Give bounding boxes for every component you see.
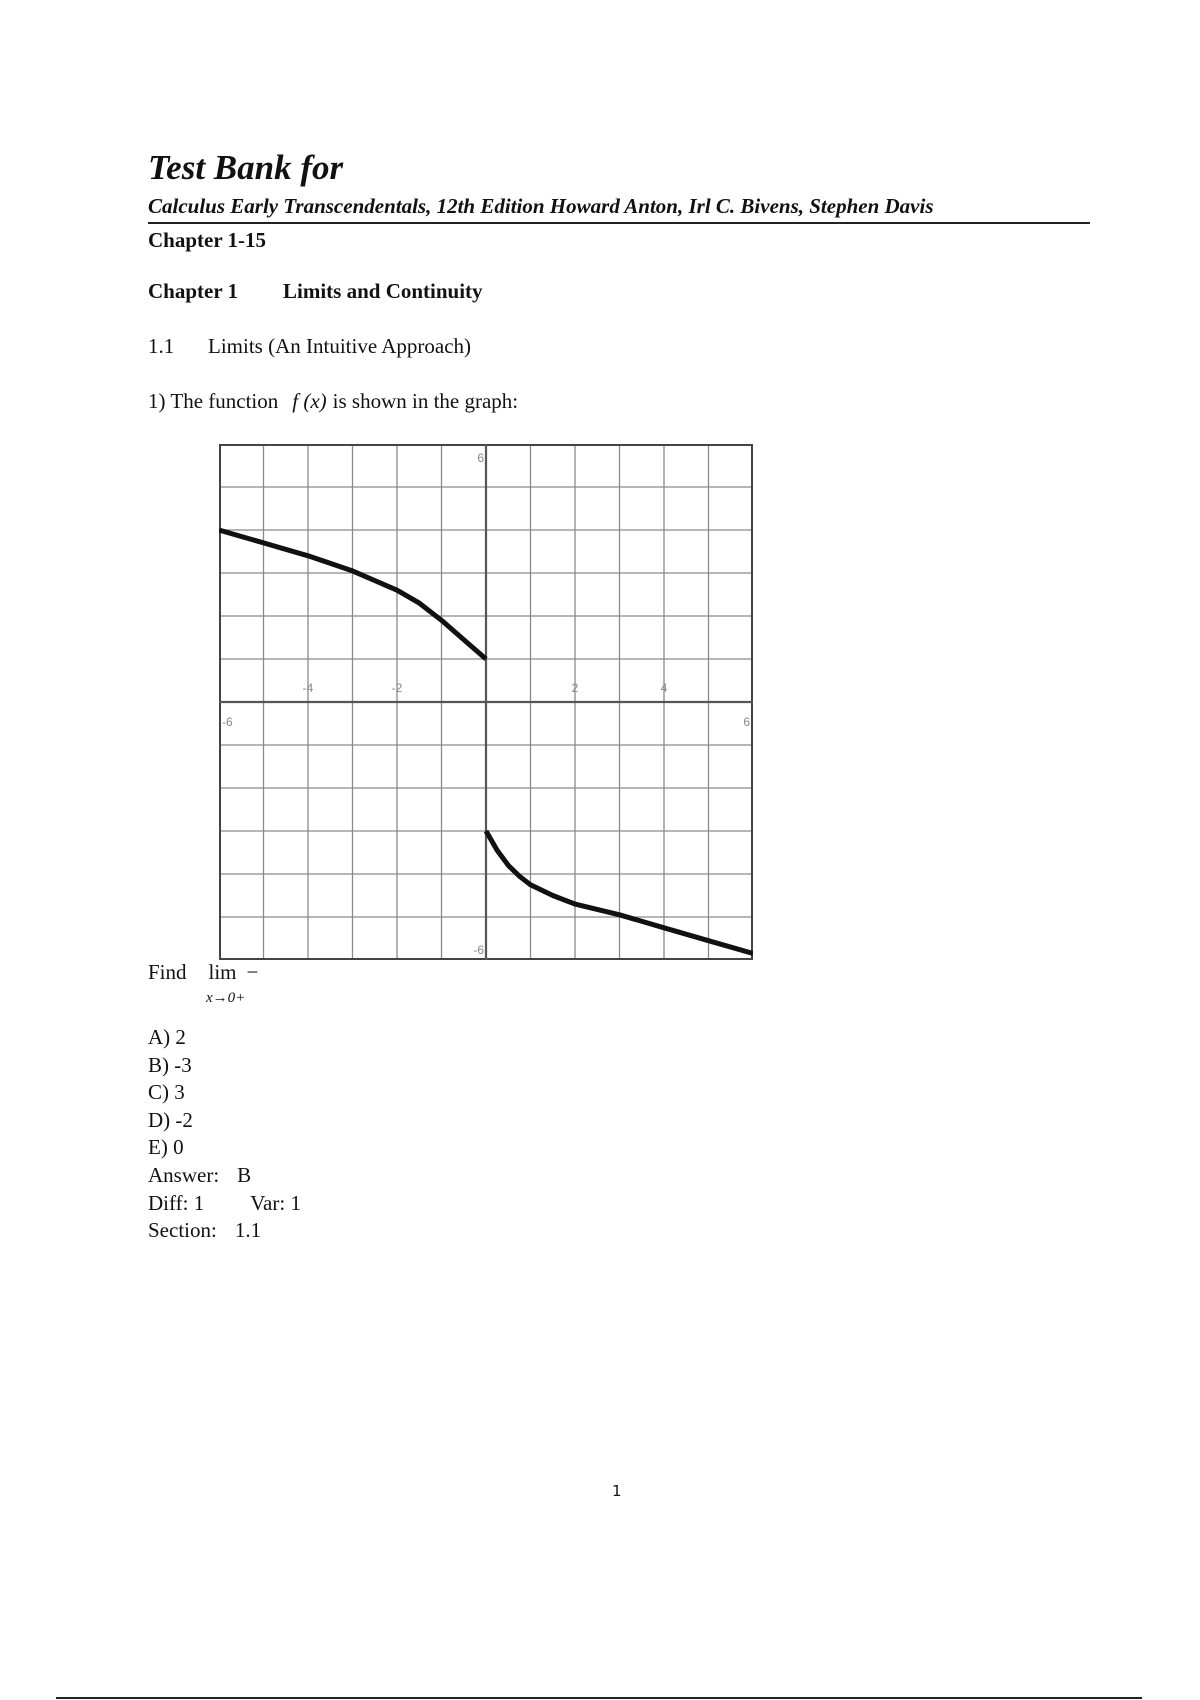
chapter-number: Chapter 1 xyxy=(148,279,239,303)
choice-e: E) 0 xyxy=(148,1135,184,1160)
function-graph xyxy=(219,444,753,960)
y-tick-label: -6 xyxy=(473,943,484,957)
x-tick-label: -6 xyxy=(222,715,233,729)
question-suffix: is shown in the graph: xyxy=(332,389,519,413)
question-prompt xyxy=(148,389,518,414)
choice-c: C) 3 xyxy=(148,1080,185,1105)
section-heading xyxy=(148,334,471,359)
answer-label: Answer: xyxy=(148,1162,220,1187)
page-number: 1 xyxy=(612,1482,622,1500)
x-tick-label: -2 xyxy=(391,681,403,695)
find-limit xyxy=(148,960,258,985)
chapters-range: Chapter 1-15 xyxy=(148,228,267,252)
x-tick-label: 6 xyxy=(743,715,750,729)
var-label: Var: xyxy=(250,1190,286,1215)
section-number: 1.1 xyxy=(148,334,175,358)
bottom-rule xyxy=(56,1697,1142,1699)
section-title: Limits (An Intuitive Approach) xyxy=(208,334,472,358)
section-line xyxy=(148,1217,301,1245)
difficulty-line xyxy=(148,1190,301,1218)
y-tick-label: 6 xyxy=(477,451,484,465)
answer-block xyxy=(148,1024,301,1245)
book-citation: Calculus Early Transcendentals, 12th Edition Howard Anton, Irl C. Bivens, Stephen Davis xyxy=(148,192,1090,224)
function-name: f (x) xyxy=(292,389,327,413)
x-tick-label: 4 xyxy=(660,681,668,695)
document-title: Test Bank for xyxy=(148,148,344,187)
lim-dash: − xyxy=(246,960,259,984)
lim-subscript: x→0+ xyxy=(206,990,246,1006)
var-value: 1 xyxy=(290,1190,301,1215)
question-prefix: 1) The function xyxy=(148,389,279,413)
lim-word: lim xyxy=(208,960,237,984)
choice-a: A) 2 xyxy=(148,1025,186,1049)
choice-d: D) -2 xyxy=(148,1107,193,1132)
document-header xyxy=(148,148,1090,254)
section-label: Section: xyxy=(148,1218,217,1243)
find-label: Find xyxy=(148,960,187,984)
diff-label: Diff: xyxy=(148,1190,189,1215)
choice-b: B) -3 xyxy=(148,1052,192,1077)
diff-value: 1 xyxy=(193,1190,205,1215)
x-tick-label: 2 xyxy=(571,681,579,695)
chapter-heading xyxy=(148,279,483,304)
answer-line xyxy=(148,1162,301,1190)
chapter-title: Limits and Continuity xyxy=(283,279,483,303)
section-value: 1.1 xyxy=(234,1218,262,1243)
x-tick-label: -4 xyxy=(302,681,314,695)
answer-value: B xyxy=(237,1162,252,1187)
axes xyxy=(219,444,753,960)
